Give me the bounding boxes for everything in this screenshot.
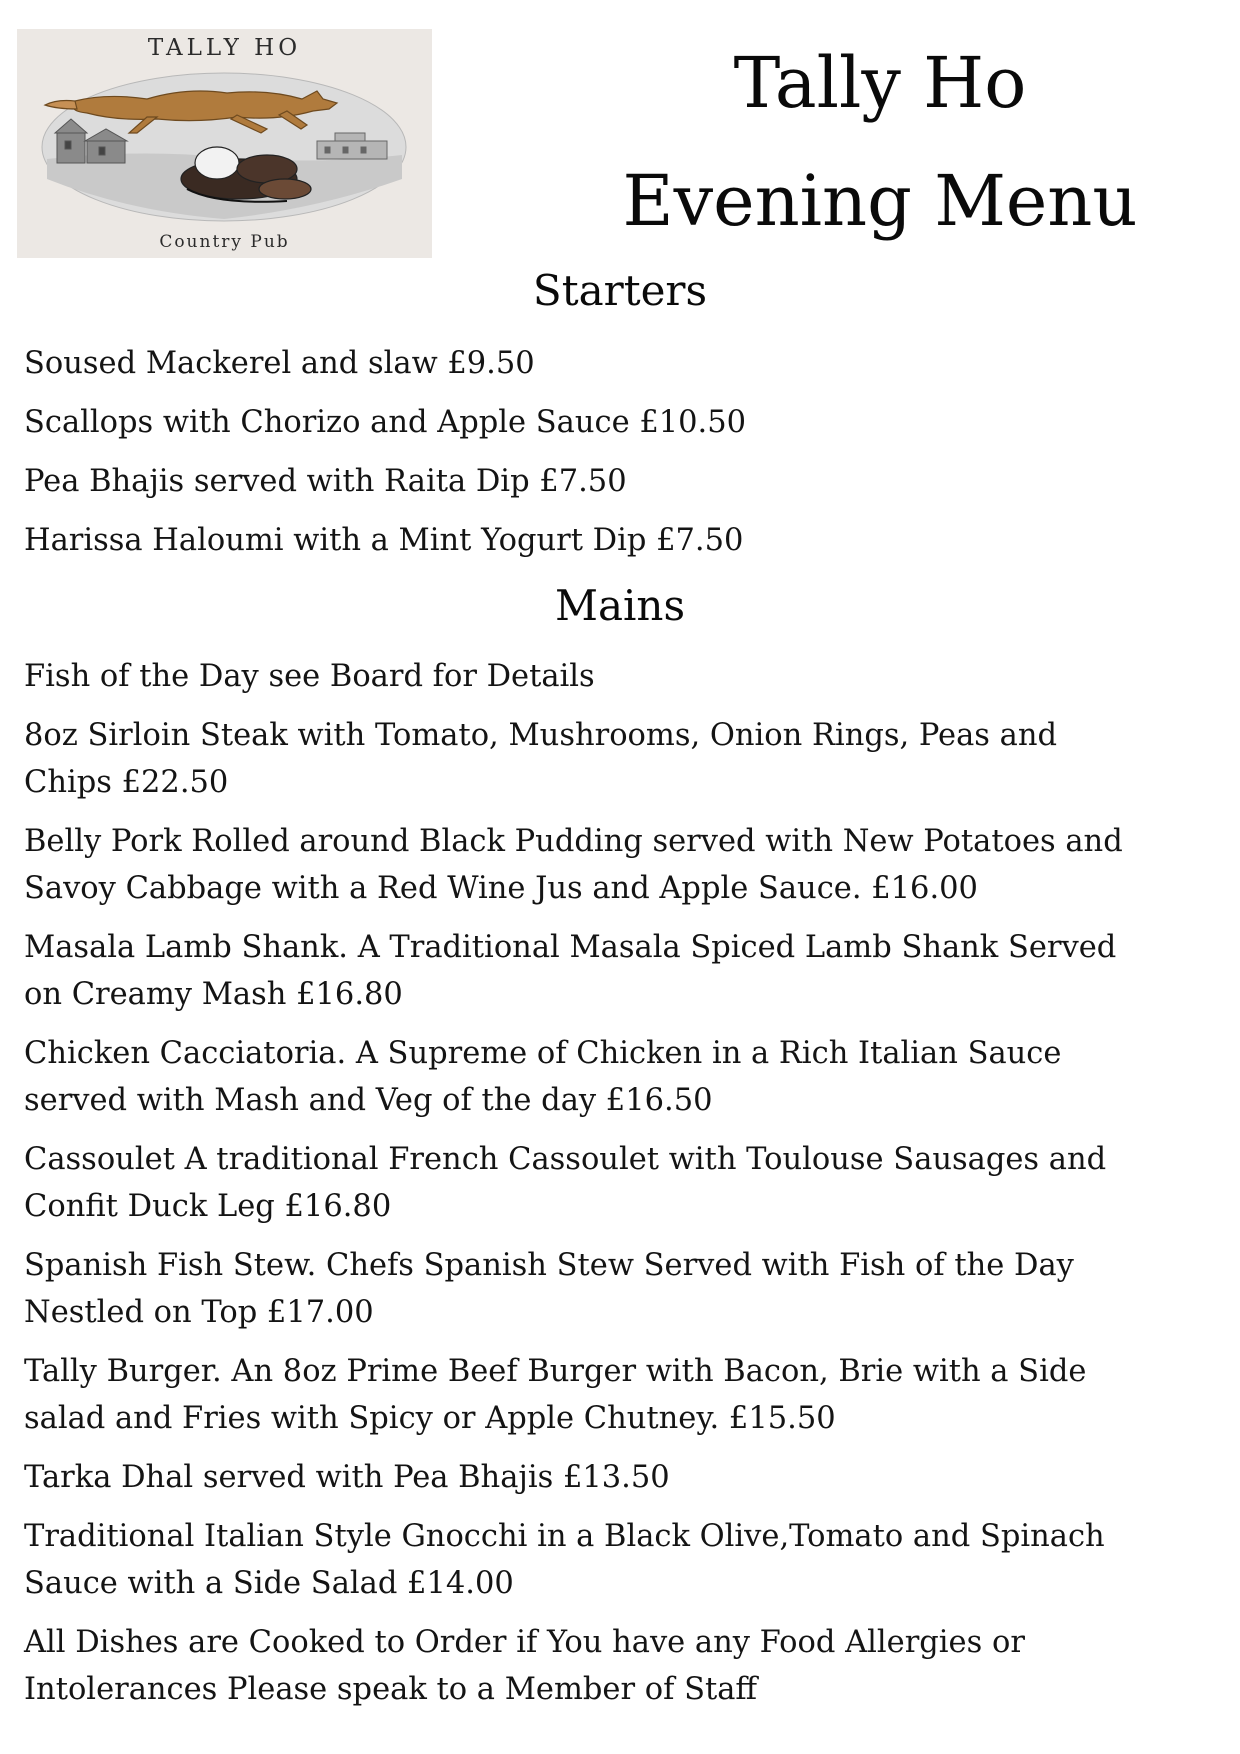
main-item-text: Masala Lamb Shank. A Traditional Masala Spiced Lamb Shank Served bbox=[24, 930, 1117, 965]
mains-heading: Mains bbox=[554, 581, 686, 630]
main-item-text: Spanish Fish Stew. Chefs Spanish Stew Served with Fish of the Day bbox=[24, 1248, 1074, 1283]
starter-item-text: Pea Bhajis served with Raita Dip £7.50 bbox=[24, 464, 627, 499]
main-item-text: salad and Fries with Spicy or Apple Chutney. £15.50 bbox=[24, 1401, 836, 1436]
main-item-text: Fish of the Day see Board for Details bbox=[24, 659, 595, 694]
main-item-text: Cassoulet A traditional French Cassoulet with Toulouse Sausages and bbox=[24, 1142, 1107, 1177]
starter-item-text: Scallops with Chorizo and Apple Sauce £10.50 bbox=[24, 405, 747, 440]
fox-and-hound-illustration bbox=[17, 29, 432, 258]
main-item-text: Nestled on Top £17.00 bbox=[24, 1295, 374, 1330]
main-item bbox=[24, 1513, 1214, 1607]
pub-logo bbox=[17, 29, 432, 258]
main-item bbox=[24, 818, 1214, 912]
main-item-text: Sauce with a Side Salad £14.00 bbox=[24, 1566, 514, 1601]
main-item-text: Confit Duck Leg £16.80 bbox=[24, 1189, 392, 1224]
starter-item-text: Soused Mackerel and slaw £9.50 bbox=[24, 346, 535, 381]
starters-heading: Starters bbox=[532, 266, 708, 315]
logo-top-text: TALLY HO bbox=[147, 35, 302, 61]
starter-item bbox=[24, 340, 1214, 387]
main-item-text: Chips £22.50 bbox=[24, 765, 229, 800]
main-item bbox=[24, 1030, 1214, 1124]
starter-item bbox=[24, 458, 1214, 505]
main-item-text: Belly Pork Rolled around Black Pudding served with New Potatoes and bbox=[24, 824, 1123, 859]
allergy-notice-text: Intolerances Please speak to a Member of Staff bbox=[24, 1672, 758, 1707]
main-item-text: on Creamy Mash £16.80 bbox=[24, 977, 403, 1012]
starter-item bbox=[24, 399, 1214, 446]
main-item-text: Tally Burger. An 8oz Prime Beef Burger with Bacon, Brie with a Side bbox=[24, 1354, 1087, 1389]
main-item bbox=[24, 924, 1214, 1018]
allergy-notice bbox=[24, 1619, 1214, 1713]
main-item bbox=[24, 1136, 1214, 1230]
main-item bbox=[24, 1348, 1214, 1442]
main-item-text: Chicken Cacciatoria. A Supreme of Chicken in a Rich Italian Sauce bbox=[24, 1036, 1062, 1071]
main-item bbox=[24, 1454, 1214, 1501]
main-item-text: Traditional Italian Style Gnocchi in a Black Olive,Tomato and Spinach bbox=[24, 1519, 1105, 1554]
main-item bbox=[24, 1242, 1214, 1336]
menu-title-line1: Tally Ho bbox=[733, 42, 1027, 124]
allergy-notice-text: All Dishes are Cooked to Order if You have any Food Allergies or bbox=[24, 1625, 1025, 1660]
main-item-text: Tarka Dhal served with Pea Bhajis £13.50 bbox=[24, 1460, 670, 1495]
main-item-text: Savoy Cabbage with a Red Wine Jus and Apple Sauce. £16.00 bbox=[24, 871, 978, 906]
main-item bbox=[24, 653, 1214, 700]
main-item-text: 8oz Sirloin Steak with Tomato, Mushrooms, Onion Rings, Peas and bbox=[24, 718, 1057, 753]
starter-item bbox=[24, 517, 1214, 564]
menu-title-line2: Evening Menu bbox=[622, 160, 1138, 242]
main-item bbox=[24, 712, 1214, 806]
logo-bottom-text: Country Pub bbox=[159, 232, 290, 252]
main-item-text: served with Mash and Veg of the day £16.50 bbox=[24, 1083, 713, 1118]
starter-item-text: Harissa Haloumi with a Mint Yogurt Dip £7.50 bbox=[24, 523, 744, 558]
